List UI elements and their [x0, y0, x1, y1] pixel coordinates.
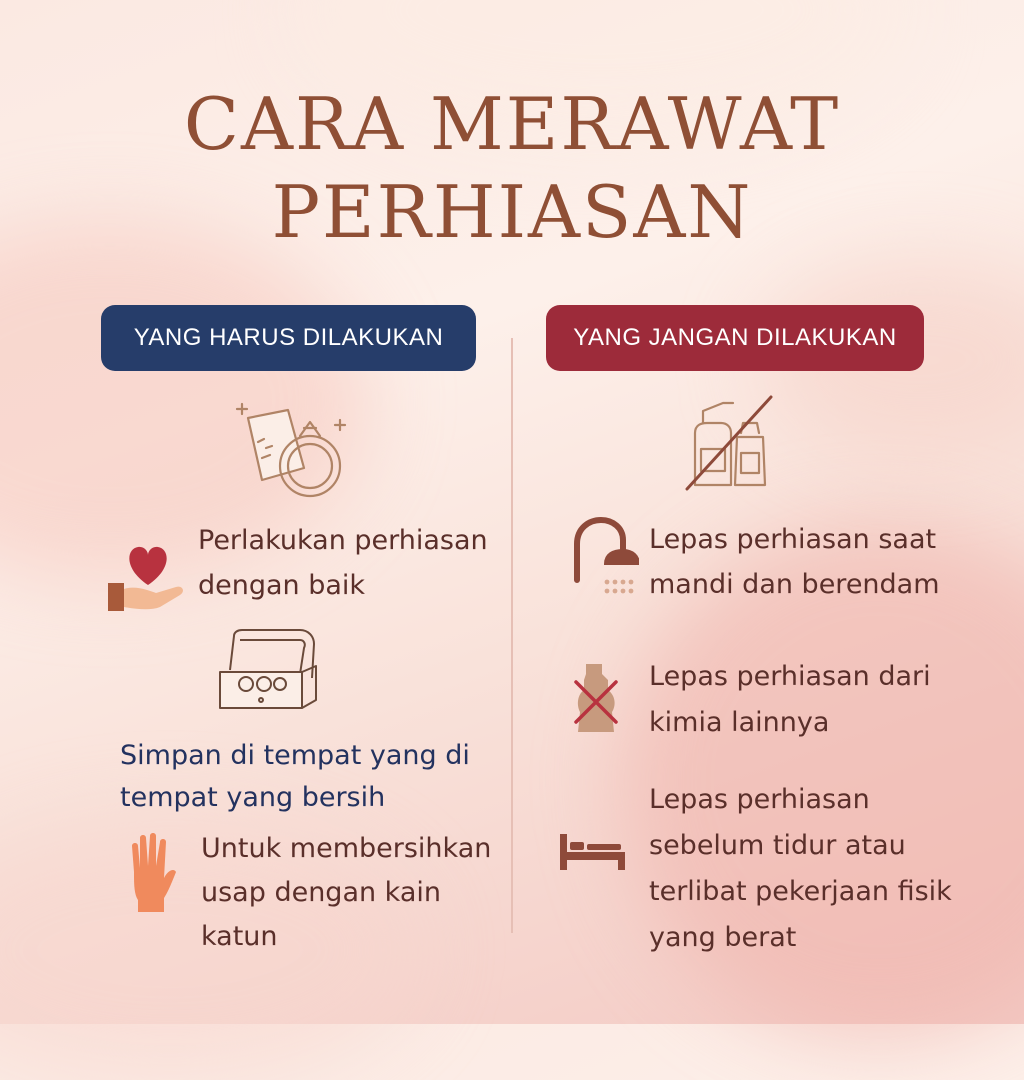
dont-item-3-line2: sebelum tidur atau: [649, 830, 906, 861]
do-item-3-line1: Untuk membersihkan: [201, 833, 492, 864]
jewelry-box-icon: [216, 626, 320, 716]
dont-item-3-line4: yang berat: [649, 922, 797, 953]
hand-icon: [122, 832, 178, 914]
dont-item-3-line1: Lepas perhiasan: [649, 784, 870, 815]
shower-icon: [569, 516, 639, 598]
heart-hand-icon: [106, 535, 188, 615]
do-item-3-line3: katun: [201, 921, 278, 952]
page-title-line1: CARA MERAWAT: [183, 82, 841, 166]
dont-item-1-line2: mandi dan berendam: [649, 569, 940, 600]
do-item-1-line1: Perlakukan perhiasan: [198, 525, 488, 556]
dont-item-1-line1: Lepas perhiasan saat: [649, 524, 937, 555]
bed-icon: [560, 832, 626, 872]
dont-item-3-line3: terlibat pekerjaan fisik: [649, 876, 952, 907]
do-header: YANG HARUS DILAKUKAN: [101, 305, 476, 371]
do-item-1-line2: dengan baik: [198, 570, 366, 601]
ring-and-cloth-icon: [228, 398, 358, 504]
do-item-2-line2: tempat yang bersih: [120, 782, 386, 813]
do-item-3-line2: usap dengan kain: [201, 877, 442, 908]
page-title-line2: PERHIASAN: [271, 170, 753, 254]
no-chemicals-icon: [683, 393, 781, 493]
dont-item-2-line2: kimia lainnya: [649, 707, 830, 738]
do-item-2-line1: Simpan di tempat yang di: [120, 740, 470, 771]
dont-header: YANG JANGAN DILAKUKAN: [546, 305, 924, 371]
column-divider: [511, 338, 513, 933]
dont-item-2-line1: Lepas perhiasan dari: [649, 661, 931, 692]
no-chemical-bottle-icon: [572, 660, 620, 736]
